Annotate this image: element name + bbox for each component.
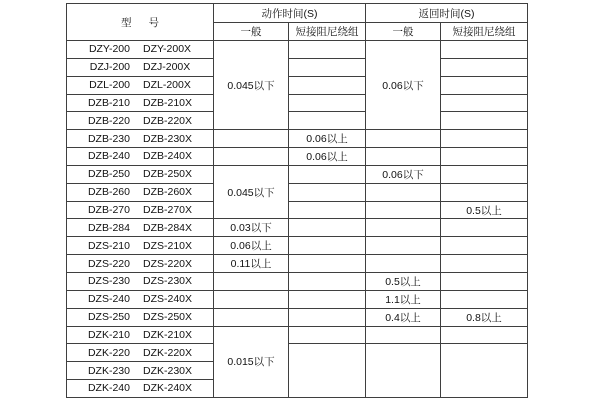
model-name-x: DZY-200X bbox=[143, 43, 192, 56]
table-row bbox=[67, 130, 528, 148]
model-cell bbox=[67, 183, 214, 201]
model-name: DZS-210 bbox=[87, 239, 130, 252]
action-general-cell bbox=[214, 290, 289, 308]
action-general-header: 一般 bbox=[214, 23, 289, 41]
table-header bbox=[67, 4, 528, 41]
model-cell bbox=[67, 94, 214, 112]
action-general-cell bbox=[214, 308, 289, 326]
return-general-header: 一般 bbox=[366, 23, 441, 41]
return-damping-cell bbox=[441, 219, 528, 237]
action-damping-cell bbox=[289, 58, 366, 76]
return-general-cell bbox=[366, 326, 441, 344]
model-cell bbox=[67, 290, 214, 308]
model-cell bbox=[67, 112, 214, 130]
model-name: DZS-250 bbox=[87, 311, 130, 324]
action-general-cell: 0.06以上 bbox=[214, 237, 289, 255]
model-name-x: DZB-260X bbox=[142, 186, 193, 199]
model-name: DZK-210 bbox=[87, 328, 130, 341]
table-row bbox=[67, 255, 528, 273]
action-damping-cell bbox=[289, 308, 366, 326]
model-name: DZK-220 bbox=[87, 346, 130, 359]
model-name-x: DZK-220X bbox=[142, 346, 193, 359]
action-damping-cell bbox=[289, 344, 366, 398]
model-name-x: DZB-220X bbox=[142, 114, 193, 127]
model-name-x: DZS-230X bbox=[142, 275, 193, 288]
return-general-cell bbox=[366, 201, 441, 219]
model-cell bbox=[67, 130, 214, 148]
return-general-cell: 0.4以上 bbox=[366, 308, 441, 326]
return-damping-cell bbox=[441, 76, 528, 94]
action-general-cell: 0.045以下 bbox=[214, 41, 289, 130]
model-name: DZB-270 bbox=[87, 204, 130, 217]
model-name: DZB-240 bbox=[87, 150, 130, 163]
table-row bbox=[67, 237, 528, 255]
model-name: DZJ-200 bbox=[89, 61, 130, 74]
model-cell bbox=[67, 272, 214, 290]
model-name: DZK-240 bbox=[87, 382, 130, 395]
model-name: DZB-210 bbox=[87, 96, 130, 109]
model-name: DZB-220 bbox=[87, 114, 130, 127]
spec-table bbox=[66, 3, 528, 398]
return-general-cell bbox=[366, 183, 441, 201]
model-name-x: DZK-240X bbox=[142, 382, 193, 395]
action-general-cell bbox=[214, 148, 289, 166]
model-cell bbox=[67, 237, 214, 255]
action-damping-cell bbox=[289, 94, 366, 112]
return-general-cell bbox=[366, 255, 441, 273]
action-general-cell bbox=[214, 130, 289, 148]
model-name: DZB-230 bbox=[87, 132, 130, 145]
return-damping-cell bbox=[441, 255, 528, 273]
action-general-cell: 0.11以上 bbox=[214, 255, 289, 273]
model-name: DZS-220 bbox=[87, 257, 130, 270]
model-cell bbox=[67, 255, 214, 273]
model-cell bbox=[67, 308, 214, 326]
table-row bbox=[67, 201, 528, 219]
action-damping-cell bbox=[289, 237, 366, 255]
return-damping-cell bbox=[441, 272, 528, 290]
model-cell bbox=[67, 326, 214, 344]
table-row bbox=[67, 58, 528, 76]
model-name-x: DZS-220X bbox=[142, 257, 193, 270]
action-damping-cell: 0.06以上 bbox=[289, 130, 366, 148]
table-row bbox=[67, 148, 528, 166]
return-damping-cell bbox=[441, 290, 528, 308]
action-general-cell bbox=[214, 272, 289, 290]
return-general-cell bbox=[366, 148, 441, 166]
action-damping-cell bbox=[289, 76, 366, 94]
return-damping-cell bbox=[441, 326, 528, 344]
table-row bbox=[67, 344, 528, 362]
return-time-header: 返回时间(S) bbox=[366, 4, 528, 23]
return-damping-cell bbox=[441, 112, 528, 130]
model-column-header: 型 号 bbox=[67, 4, 214, 41]
return-general-cell: 0.5以上 bbox=[366, 272, 441, 290]
return-general-cell bbox=[366, 130, 441, 148]
action-damping-cell bbox=[289, 112, 366, 130]
model-name-x: DZK-210X bbox=[142, 328, 193, 341]
model-name-x: DZK-230X bbox=[142, 364, 193, 377]
return-damping-cell: 0.5以上 bbox=[441, 201, 528, 219]
table-row bbox=[67, 219, 528, 237]
model-name: DZL-200 bbox=[89, 79, 130, 92]
action-damping-cell bbox=[289, 326, 366, 344]
action-damping-cell bbox=[289, 219, 366, 237]
model-cell bbox=[67, 201, 214, 219]
table-row bbox=[67, 41, 528, 59]
action-damping-header: 短接阻尼绕组 bbox=[289, 23, 366, 41]
table-row bbox=[67, 165, 528, 183]
model-cell bbox=[67, 165, 214, 183]
model-name-x: DZJ-200X bbox=[143, 61, 191, 74]
return-damping-cell bbox=[441, 344, 528, 398]
table-row bbox=[67, 290, 528, 308]
model-name-x: DZL-200X bbox=[143, 79, 191, 92]
return-damping-cell bbox=[441, 148, 528, 166]
model-cell bbox=[67, 148, 214, 166]
return-damping-cell: 0.8以上 bbox=[441, 308, 528, 326]
action-damping-cell bbox=[289, 290, 366, 308]
model-name: DZK-230 bbox=[87, 364, 130, 377]
model-cell bbox=[67, 58, 214, 76]
return-damping-header: 短接阻尼绕组 bbox=[441, 23, 528, 41]
action-damping-cell bbox=[289, 41, 366, 59]
table-row bbox=[67, 326, 528, 344]
action-general-cell: 0.045以下 bbox=[214, 165, 289, 219]
return-damping-cell bbox=[441, 165, 528, 183]
return-damping-cell bbox=[441, 183, 528, 201]
return-general-cell bbox=[366, 237, 441, 255]
model-cell bbox=[67, 219, 214, 237]
table-row bbox=[67, 112, 528, 130]
action-damping-cell bbox=[289, 272, 366, 290]
model-cell bbox=[67, 380, 214, 398]
action-general-cell: 0.03以下 bbox=[214, 219, 289, 237]
model-name: DZB-284 bbox=[87, 221, 130, 234]
return-damping-cell bbox=[441, 94, 528, 112]
return-general-cell: 1.1以上 bbox=[366, 290, 441, 308]
model-name-x: DZS-240X bbox=[142, 293, 193, 306]
return-damping-cell bbox=[441, 130, 528, 148]
model-name: DZY-200 bbox=[88, 43, 130, 56]
model-name-x: DZS-210X bbox=[142, 239, 193, 252]
model-name: DZB-250 bbox=[87, 168, 130, 181]
model-cell bbox=[67, 41, 214, 59]
model-name-x: DZS-250X bbox=[142, 311, 193, 324]
action-damping-cell bbox=[289, 165, 366, 183]
table-row bbox=[67, 183, 528, 201]
model-name-x: DZB-270X bbox=[142, 204, 193, 217]
model-name: DZB-260 bbox=[87, 186, 130, 199]
action-time-header: 动作时间(S) bbox=[214, 4, 366, 23]
table-row bbox=[67, 308, 528, 326]
table-row bbox=[67, 94, 528, 112]
header-row-groups bbox=[67, 4, 528, 23]
model-cell bbox=[67, 362, 214, 380]
table-row bbox=[67, 272, 528, 290]
return-damping-cell bbox=[441, 58, 528, 76]
action-damping-cell bbox=[289, 255, 366, 273]
table-body bbox=[67, 41, 528, 398]
return-general-cell: 0.06以下 bbox=[366, 165, 441, 183]
return-general-cell bbox=[366, 344, 441, 398]
model-name-x: DZB-240X bbox=[142, 150, 193, 163]
return-damping-cell bbox=[441, 41, 528, 59]
model-name-x: DZB-284X bbox=[142, 221, 193, 234]
action-damping-cell bbox=[289, 183, 366, 201]
model-name: DZS-230 bbox=[87, 275, 130, 288]
model-cell bbox=[67, 76, 214, 94]
model-name: DZS-240 bbox=[87, 293, 130, 306]
model-name-x: DZB-250X bbox=[142, 168, 193, 181]
model-cell bbox=[67, 344, 214, 362]
model-name-x: DZB-210X bbox=[142, 96, 193, 109]
table-row bbox=[67, 76, 528, 94]
action-damping-cell: 0.06以上 bbox=[289, 148, 366, 166]
return-damping-cell bbox=[441, 237, 528, 255]
action-damping-cell bbox=[289, 201, 366, 219]
model-name-x: DZB-230X bbox=[142, 132, 193, 145]
return-general-cell bbox=[366, 219, 441, 237]
action-general-cell: 0.015以下 bbox=[214, 326, 289, 397]
return-general-cell: 0.06以下 bbox=[366, 41, 441, 130]
